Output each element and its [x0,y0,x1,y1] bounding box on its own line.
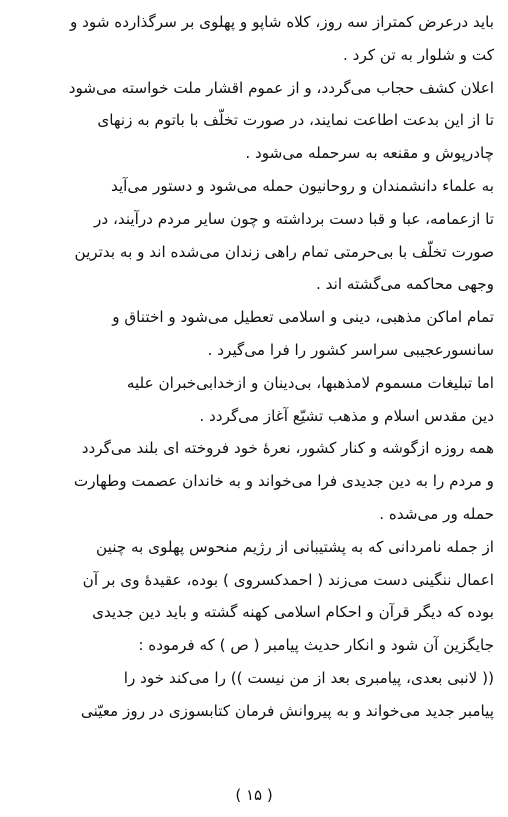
text-line: باید درعرض کمتراز سه روز، کلاه شاپو و پهلوی بر سرگذارده شود و [69,13,494,31]
text-line: کت و شلوار به تن کرد . [343,45,494,64]
text-line: اعلان کشف حجاب می‌گردد، و از عموم اقشار ملت خواسته می‌شود [68,78,494,97]
text-line: حمله ور می‌شده . [379,504,494,523]
text-line: صورت تخلّف با بی‌حرمتی تمام راهی زندان می‌شده اند و به بدترین [74,242,494,261]
text-line: اعمال ننگینی دست می‌زند ( احمدکسروی ) بوده، عقیدهٔ وی بر آن [82,570,494,589]
text-line: به علماء دانشمندان و روحانیون حمله می‌شود و دستور می‌آید [110,176,494,195]
text-line: تمام اماکن مذهبی، دینی و اسلامی تعطیل می‌شود و اختناق و [112,308,494,327]
text-line: وجهی محاکمه می‌گشته اند . [316,275,494,294]
text-line: جایگزین آن شود و انکار حدیث پیامبر ( ص ) که فرموده : [138,636,494,655]
text-line: همه روزه ازگوشه و کنار کشور، نعرهٔ خود فروخته ای بلند می‌گردد [81,439,494,458]
text-line: (( لانبی بعدی، پیامبری بعد از من نیست )) را می‌کند خود را [123,668,494,687]
paragraph-clergy [20,170,494,301]
body-text [20,6,494,728]
paragraph-propaganda [20,367,494,433]
text-line: دین مقدس اسلام و مذهب تشیّع آغاز می‌گردد . [199,406,494,425]
paragraph-hat-decree [20,6,494,72]
text-line: اما تبلیغات مسموم لامذهبها، بی‌دینان و ازخدابی‌خبران علیه [126,373,494,392]
text-line: سانسورعجیبی سراسر کشور را فرا می‌گیرد . [207,340,494,359]
paragraph-religious-places [20,301,494,367]
paragraph-kasravi [20,531,494,728]
text-line: و مردم را به دین جدیدی فرا می‌خواند و به خاندان عصمت وطهارت [73,472,494,491]
text-line: بوده که دیگر قرآن و احکام اسلامی کهنه گشته و باید دین جدیدی [92,603,494,622]
paragraph-unveiling [20,72,494,170]
text-line: چادرپوش و مقنعه به سرحمله می‌شود . [245,144,494,163]
text-line: تا از این بدعت اطاعت نمایند، در صورت تخلّف با باتوم به زنهای [97,111,494,130]
text-line: از جمله نامردانی که به پشتیبانی از رژیم منحوس پهلوی به چنین [96,537,494,556]
page-number: ( ۱۵ ) [235,786,273,804]
text-line: تا ازعمامه، عبا و قبا دست برداشته و چون سایر مردم درآیند، در [94,209,494,228]
paragraph-new-religion [20,432,494,530]
text-line: پیامبر جدید می‌خواند و به پیروانش فرمان کتابسوزی در روز معیّنی [80,701,494,720]
